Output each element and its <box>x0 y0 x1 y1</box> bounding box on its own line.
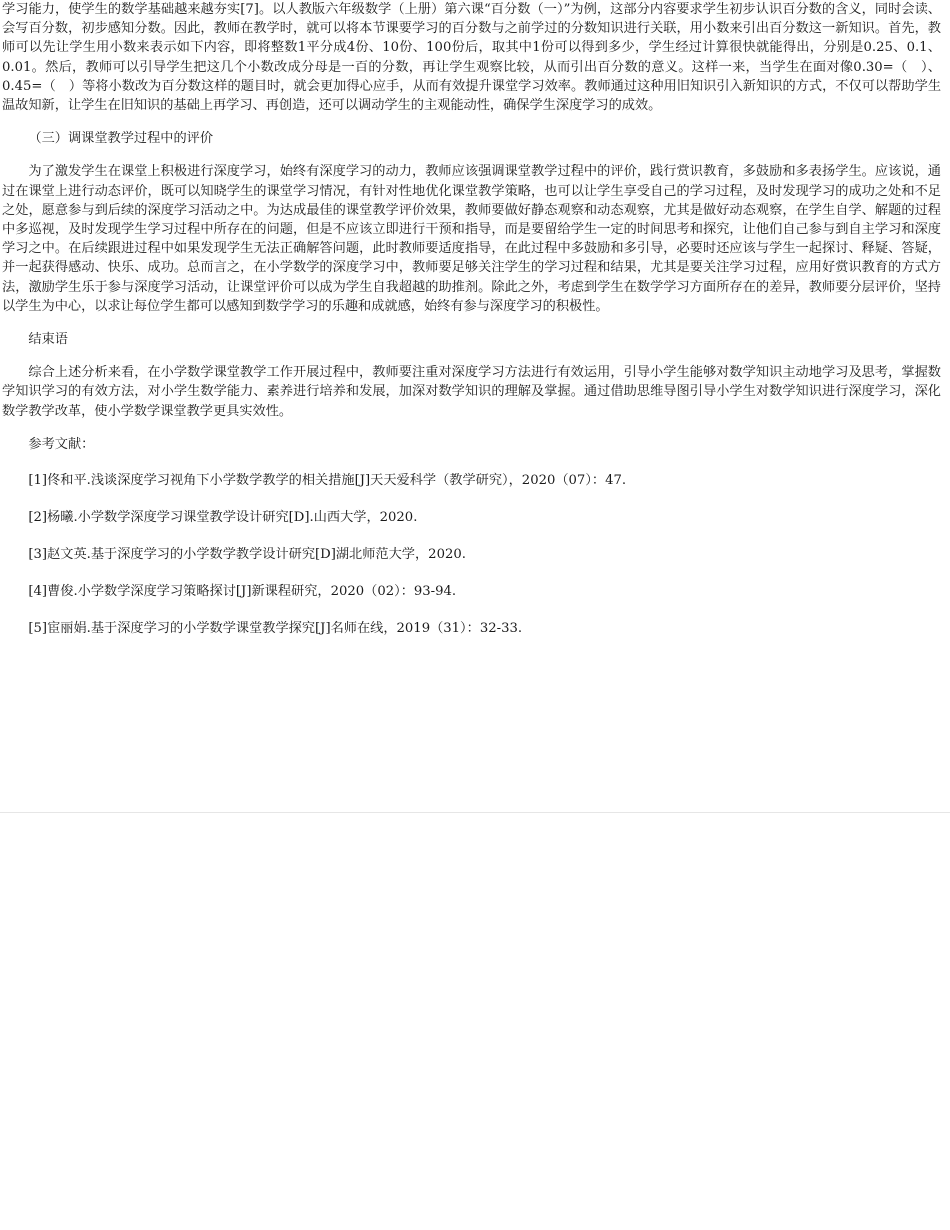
references-heading: 参考文献： <box>28 436 95 452</box>
reference-item: [4]曹俊.小学数学深度学习策略探讨[J]新课程研究，2020（02）：93-94. <box>28 583 457 599</box>
reference-item: [1]佟和平.浅谈深度学习视角下小学数学教学的相关措施[J]天天爱科学（教学研究），2020（07）：47. <box>28 473 627 489</box>
reference-item: [5]宦丽娟.基于深度学习的小学数学课堂教学探究[J]名师在线，2019（31）：32-33. <box>28 620 523 636</box>
reference-item: [3]赵文英.基于深度学习的小学数学教学设计研究[D]湖北师范大学，2020. <box>28 546 466 562</box>
page-divider <box>0 812 950 813</box>
conclusion-heading: 结束语 <box>28 332 68 348</box>
conclusion-paragraph: 综合上述分析来看，在小学数学课堂教学工作开展过程中，教师要注重对深度学习方法进行有效运用，引导小学生能够对数学知识主动地学习及思考，掌握数学知识学习的有效方法，对小学生数学能力、素养进行培养和发展，加深对数学知识的理解及掌握。通过借助思维导图引导小学生对数学知识进行深度学习，深化数学教学改革，使小学数学课堂教学更具实效性。 <box>2 365 941 419</box>
evaluation-paragraph: 为了激发学生在课堂上积极进行深度学习，始终有深度学习的动力，教师应该强调课堂教学过程中的评价，践行赏识教育，多鼓励和多表扬学生。应该说，通过在课堂上进行动态评价，既可以知晓学生的课堂学习情况，有针对性地优化课堂教学策略，也可以让学生享受自己的学习过程，及时发现学习的成功之处和不足之处，愿意参与到后续的深度学习活动之中。为达成最佳的课堂教学评价效果，教师要做好静态观察和动态观察，尤其是做好动态观察，在学生自学、解题的过程中多巡视，及时发现学生学习过程中所存在的问题，但是不应该立即进行干预和指导，而是要留给学生一定的时间思考和探究，让他们自己参与到自主学习和深度学习之中。在后续跟进过程中如果发现学生无法正确解答问题，此时教师要适度指导，在此过程中多鼓励和多引导，必要时还应该与学生一起探讨、释疑、答疑，并一起获得感动、快乐、成功。总而言之，在小学数学的深度学习中，教师要足够关注学生的学习过程和结果，尤其是要关注学习过程，应用好赏识教育的方式方法，激励学生乐于参与深度学习活动，让课堂评价可以成为学生自我超越的助推剂。除此之外，考虑到学生在数学学习方面所存在的差异，教师要分层评价，坚持以学生为中心，以求让每位学生都可以感知到数学学习的乐趣和成就感，始终有参与深度学习的积极性。 <box>2 164 941 314</box>
reference-item: [2]杨曦.小学数学深度学习课堂教学设计研究[D].山西大学，2020. <box>28 509 418 525</box>
intro-paragraph: 学习能力，使学生的数学基础越来越夯实[7]。以人教版六年级数学（上册）第六课“百分数（一）”为例，这部分内容要求学生初步认识百分数的含义，同时会读、会写百分数，初步感知分数。因此，教师在教学时，就可以将本节课要学习的百分数与之前学过的分数知识进行关联，用小数来引出百分数这一新知识。首先，教师可以先让学生用小数来表示如下内容，即将整数1平分成4份、10份、100份后，取其中1份可以得到多少，学生经过计算很快就能得出，分别是0.25、0.1、0.01。然后，教师可以引导学生把这几个小数改成分母是一百的分数，再让学生观察比较，从而引出百分数的意义。这样一来，当学生在面对像0.30=（ ）、0.45=（ ）等将小数改为百分数这样的题目时，就会更加得心应手，从而有效提升课堂学习效率。教师通过这种用旧知识引入新知识的方式，不仅可以帮助学生温故知新，让学生在旧知识的基础上再学习、再创造，还可以调动学生的主观能动性，确保学生深度学习的成效。 <box>2 2 941 114</box>
section-heading-evaluation: （三）调课堂教学过程中的评价 <box>28 131 214 147</box>
references-list <box>2 471 941 638</box>
